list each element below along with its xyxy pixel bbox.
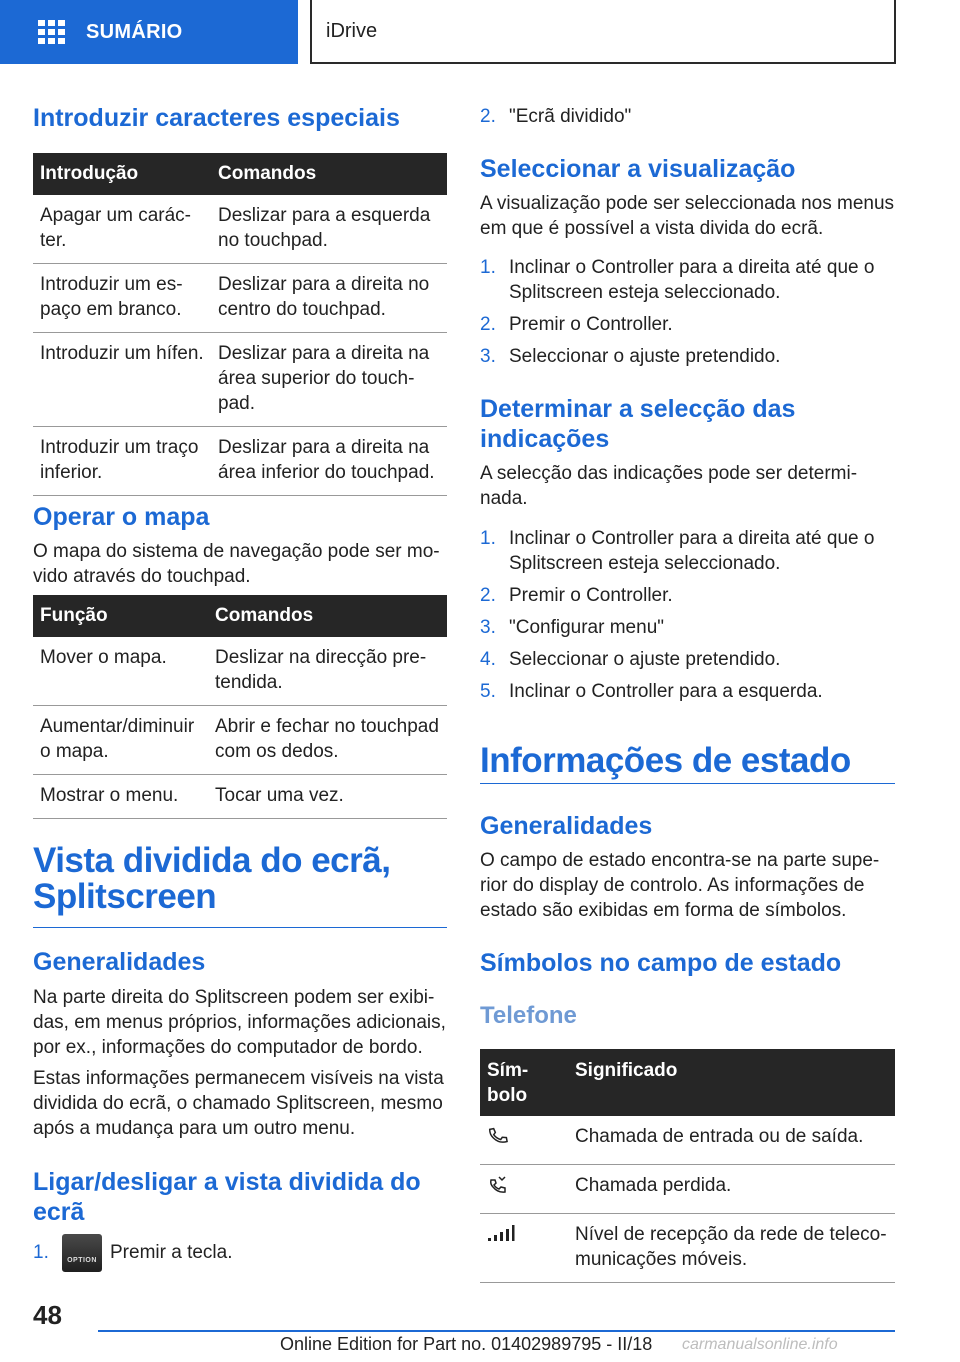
list-item: 1. Inclinar o Controller para a direita até que o Splitscreen esteja seleccionado. [480, 257, 875, 303]
summary-button[interactable] [0, 0, 298, 64]
step-number: 2. [480, 106, 496, 127]
table-cell: Deslizar na direcção pre-tendida. [208, 637, 447, 706]
table-cell: Introduzir um es-paço em branco. [33, 264, 211, 333]
table-cell: Apagar um carác-ter. [33, 195, 211, 264]
select-view-heading: Seleccionar a visualização [480, 155, 796, 183]
split-step-1 [33, 1234, 447, 1272]
table-cell [480, 1165, 568, 1214]
incoming-call-icon [487, 1125, 509, 1147]
table-cell: Deslizar para a esquerda no touchpad. [211, 195, 447, 264]
special-chars-table [33, 153, 447, 496]
split-general-heading: Generalidades [33, 948, 206, 976]
footer-divider [98, 1330, 895, 1332]
select-view-steps [480, 255, 895, 376]
phone-subheading: Telefone [480, 1002, 577, 1029]
select-indications-steps [480, 526, 895, 711]
table-cell: Abrir e fechar no touchpad com os dedos. [208, 706, 447, 775]
split-general-text-2: Estas informações permanecem visíveis na vista dividida do ecrã, o chamado Splitscreen, mesmo após a mudança para um outro menu. [33, 1068, 444, 1139]
table-cell: Nível de recepção da rede de teleco-municações móveis. [568, 1214, 895, 1283]
table-cell: Deslizar para a direita na área inferior do touchpad. [211, 427, 447, 496]
table-cell: Mostrar o menu. [33, 775, 208, 819]
step-text: "Ecrã dividido" [509, 106, 632, 127]
table-cell: Introduzir um traço inferior. [33, 427, 211, 496]
table-cell: Deslizar para a direita no centro do touchpad. [211, 264, 447, 333]
table-cell: Tocar uma vez. [208, 775, 447, 819]
list-item: 3. "Configurar menu" [480, 617, 665, 638]
table-header: Comandos [211, 153, 447, 195]
status-symbols-heading: Símbolos no campo de estado [480, 949, 842, 977]
table-row [33, 195, 447, 264]
map-heading: Operar o mapa [33, 503, 210, 531]
table-cell: Introduzir um hífen. [33, 333, 211, 427]
table-row [33, 427, 447, 496]
list-item: 4. Seleccionar o ajuste pretendido. [480, 649, 781, 670]
table-header: Significado [568, 1049, 895, 1116]
table-row [33, 333, 447, 427]
table-row [33, 264, 447, 333]
status-general-text: O campo de estado encontra-se na parte supe-rior do display de controlo. As informações de estado são exibidas em forma de símbolos. [480, 850, 880, 921]
option-key-icon: OPTION [62, 1234, 102, 1272]
list-item: 2. Premir o Controller. [480, 314, 673, 335]
status-chapter-heading: Informações de estado [480, 743, 895, 784]
grid-menu-icon [38, 20, 66, 44]
list-item: 3. Seleccionar o ajuste pretendido. [480, 346, 781, 367]
table-cell: Aumentar/diminuir o mapa. [33, 706, 208, 775]
footer-edition: Online Edition for Part no. 01402989795 - II/18 [280, 1334, 653, 1354]
table-header: Comandos [208, 595, 447, 637]
table-cell [480, 1116, 568, 1165]
table-cell: Chamada perdida. [568, 1165, 895, 1214]
special-chars-heading: Introduzir caracteres especiais [33, 104, 400, 132]
table-row [33, 775, 447, 819]
split-step-2 [480, 104, 895, 129]
map-text: O mapa do sistema de navegação pode ser mo-vido através do touchpad. [33, 541, 440, 587]
list-item: 2. Premir o Controller. [480, 585, 673, 606]
select-view-text: A visualização pode ser seleccionada nos menus em que é possível a vista divida do ecrã. [480, 193, 895, 239]
step-text: Premir a tecla. [110, 1242, 233, 1264]
list-item: 5. Inclinar o Controller para a esquerda. [480, 681, 823, 702]
table-header: Função [33, 595, 208, 637]
table-cell: Deslizar para a direita na área superior do touch-pad. [211, 333, 447, 427]
missed-call-icon [487, 1174, 509, 1196]
watermark: carmanualsonline.info [682, 1336, 838, 1353]
table-row [33, 637, 447, 706]
list-item: 1. Inclinar o Controller para a direita até que o Splitscreen esteja seleccionado. [480, 528, 875, 574]
table-row [33, 706, 447, 775]
table-header: Introdução [33, 153, 211, 195]
splitscreen-chapter-heading: Vista dividida do ecrã, Splitscreen [33, 843, 447, 928]
map-table [33, 595, 447, 819]
status-general-heading: Generalidades [480, 812, 653, 840]
split-toggle-heading: Ligar/desligar a vista dividida do ecrã [33, 1168, 421, 1226]
table-header: Sím-bolo [480, 1049, 568, 1116]
table-row [480, 1116, 895, 1165]
table-row [480, 1214, 895, 1283]
page-number: 48 [33, 1300, 62, 1330]
table-cell: Mover o mapa. [33, 637, 208, 706]
split-general-text-1: Na parte direita do Splitscreen podem ser exibi-das, em menus próprios, informações adicionais, por ex., informações do computador de bordo. [33, 987, 446, 1058]
table-cell [480, 1214, 568, 1283]
table-cell: Chamada de entrada ou de saída. [568, 1116, 895, 1165]
phone-symbols-table [480, 1049, 895, 1283]
signal-strength-icon [487, 1223, 515, 1243]
step-number: 1. [33, 1242, 49, 1264]
summary-label: SUMÁRIO [86, 20, 183, 43]
select-indications-text: A selecção das indicações pode ser determi-nada. [480, 463, 858, 509]
chapter-title: iDrive [310, 0, 896, 64]
select-indications-heading: Determinar a selecção das indicações [480, 395, 796, 453]
table-row [480, 1165, 895, 1214]
